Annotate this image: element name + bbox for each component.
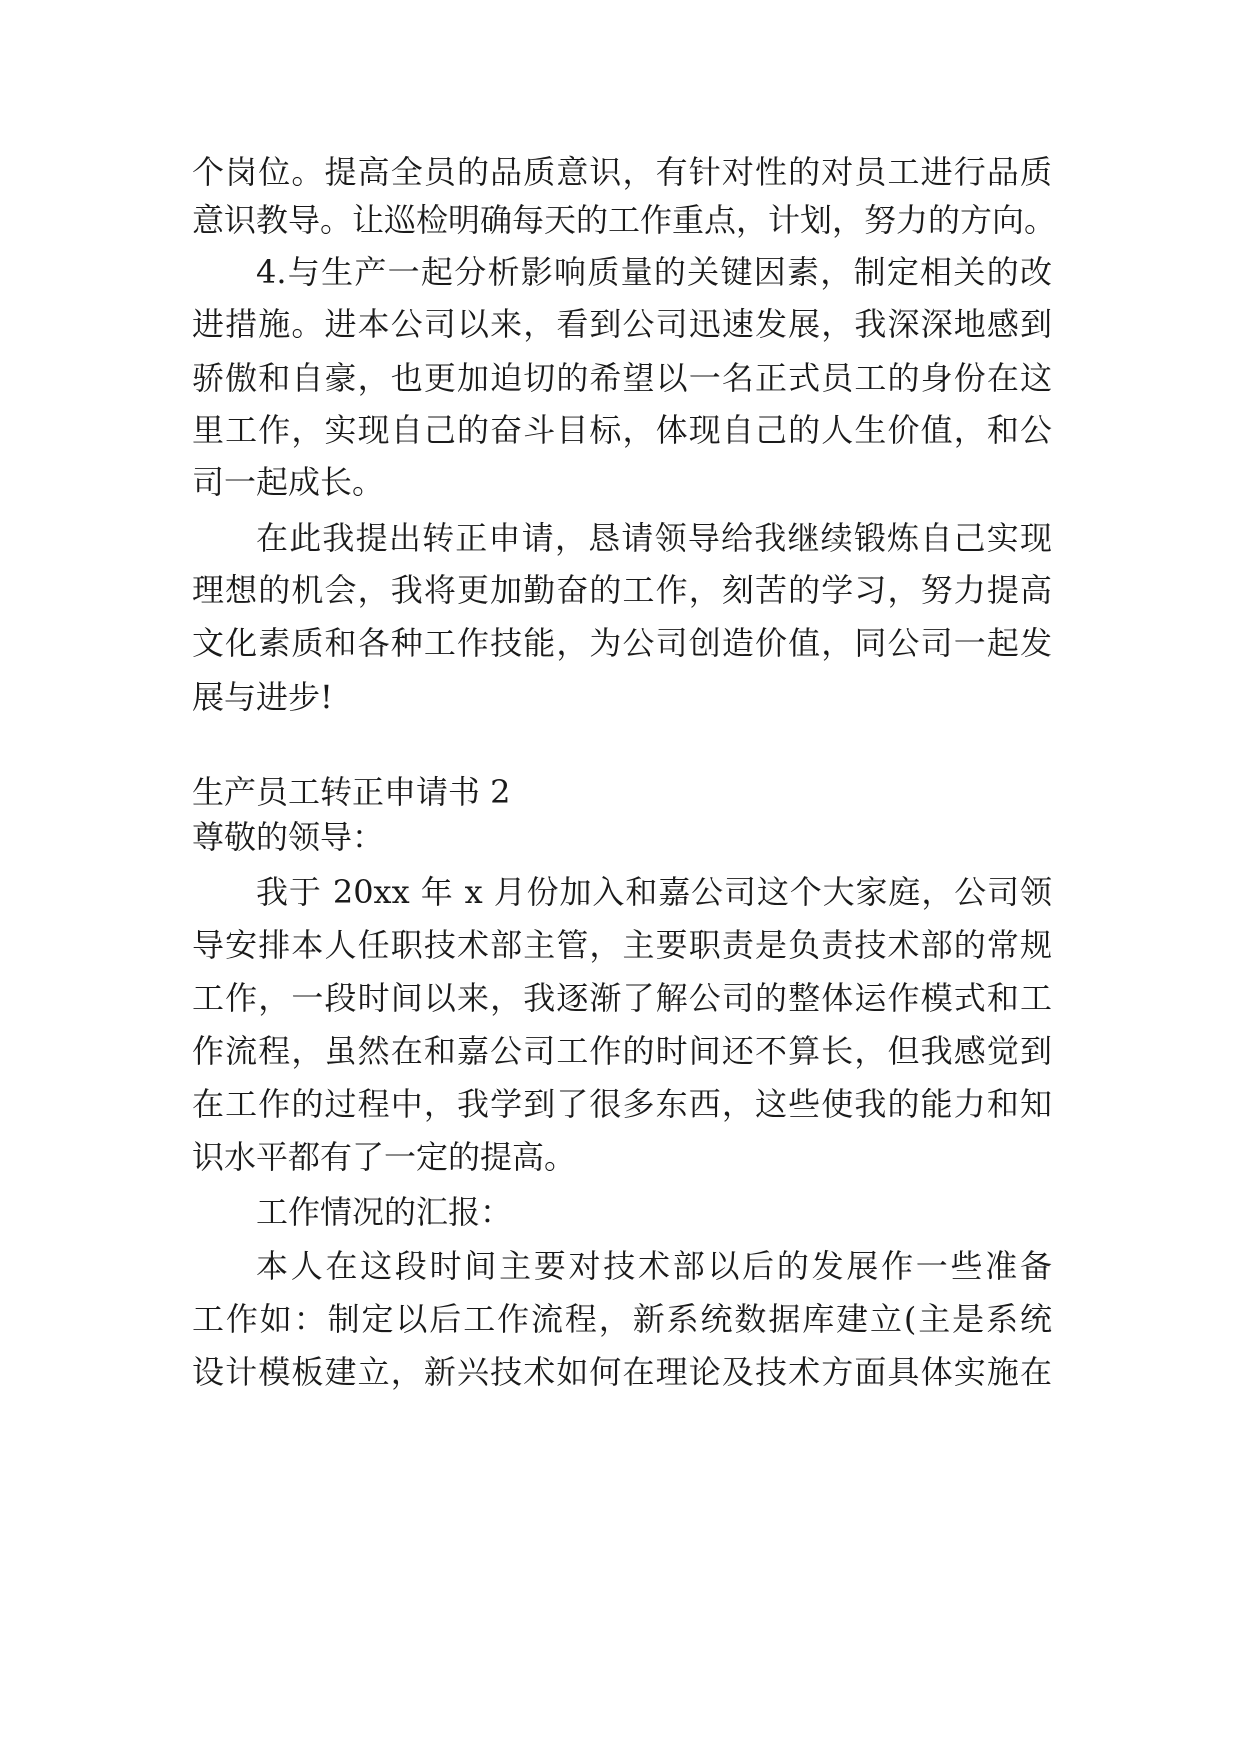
body-line: 本人在这段时间主要对技术部以后的发展作一些准备 [256,1247,1052,1285]
body-line: 工作，一段时间以来，我逐渐了解公司的整体运作模式和工 [192,979,1052,1017]
body-line: 我于 20xx 年 x 月份加入和嘉公司这个大家庭，公司领 [256,873,1052,911]
body-line: 作流程，虽然在和嘉公司工作的时间还不算长，但我感觉到 [192,1032,1052,1070]
body-line: 里工作，实现自己的奋斗目标，体现自己的人生价值，和公 [192,411,1052,449]
body-line: 骄傲和自豪，也更加迫切的希望以一名正式员工的身份在这 [192,359,1052,397]
body-line: 在此我提出转正申请，恳请领导给我继续锻炼自己实现 [256,519,1052,557]
body-line: 在工作的过程中，我学到了很多东西，这些使我的能力和知 [192,1085,1052,1123]
body-line: 识水平都有了一定的提高。 [192,1138,577,1176]
body-line: 进措施。进本公司以来，看到公司迅速发展，我深深地感到 [192,305,1052,343]
body-line: 设计模板建立，新兴技术如何在理论及技术方面具体实施在 [192,1353,1052,1391]
body-line: 文化素质和各种工作技能，为公司创造价值，同公司一起发 [192,624,1052,662]
body-line: 工作如：制定以后工作流程，新系统数据库建立(主是系统 [192,1300,1052,1338]
body-line: 意识教导。让巡检明确每天的工作重点，计划，努力的方向。 [192,201,1057,239]
body-line: 4.与生产一起分析影响质量的关键因素，制定相关的改 [256,253,1052,291]
section-title: 生产员工转正申请书 2 [192,773,511,811]
body-line: 理想的机会，我将更加勤奋的工作，刻苦的学习，努力提高 [192,571,1052,609]
body-line: 导安排本人任职技术部主管，主要职责是负责技术部的常规 [192,926,1052,964]
body-line: 展与进步! [192,678,333,716]
salutation: 尊敬的领导： [192,818,385,856]
body-line: 工作情况的汇报： [256,1193,513,1231]
body-line: 司一起成长。 [192,463,385,501]
body-line: 个岗位。提高全员的品质意识，有针对性的对员工进行品质 [192,153,1052,191]
